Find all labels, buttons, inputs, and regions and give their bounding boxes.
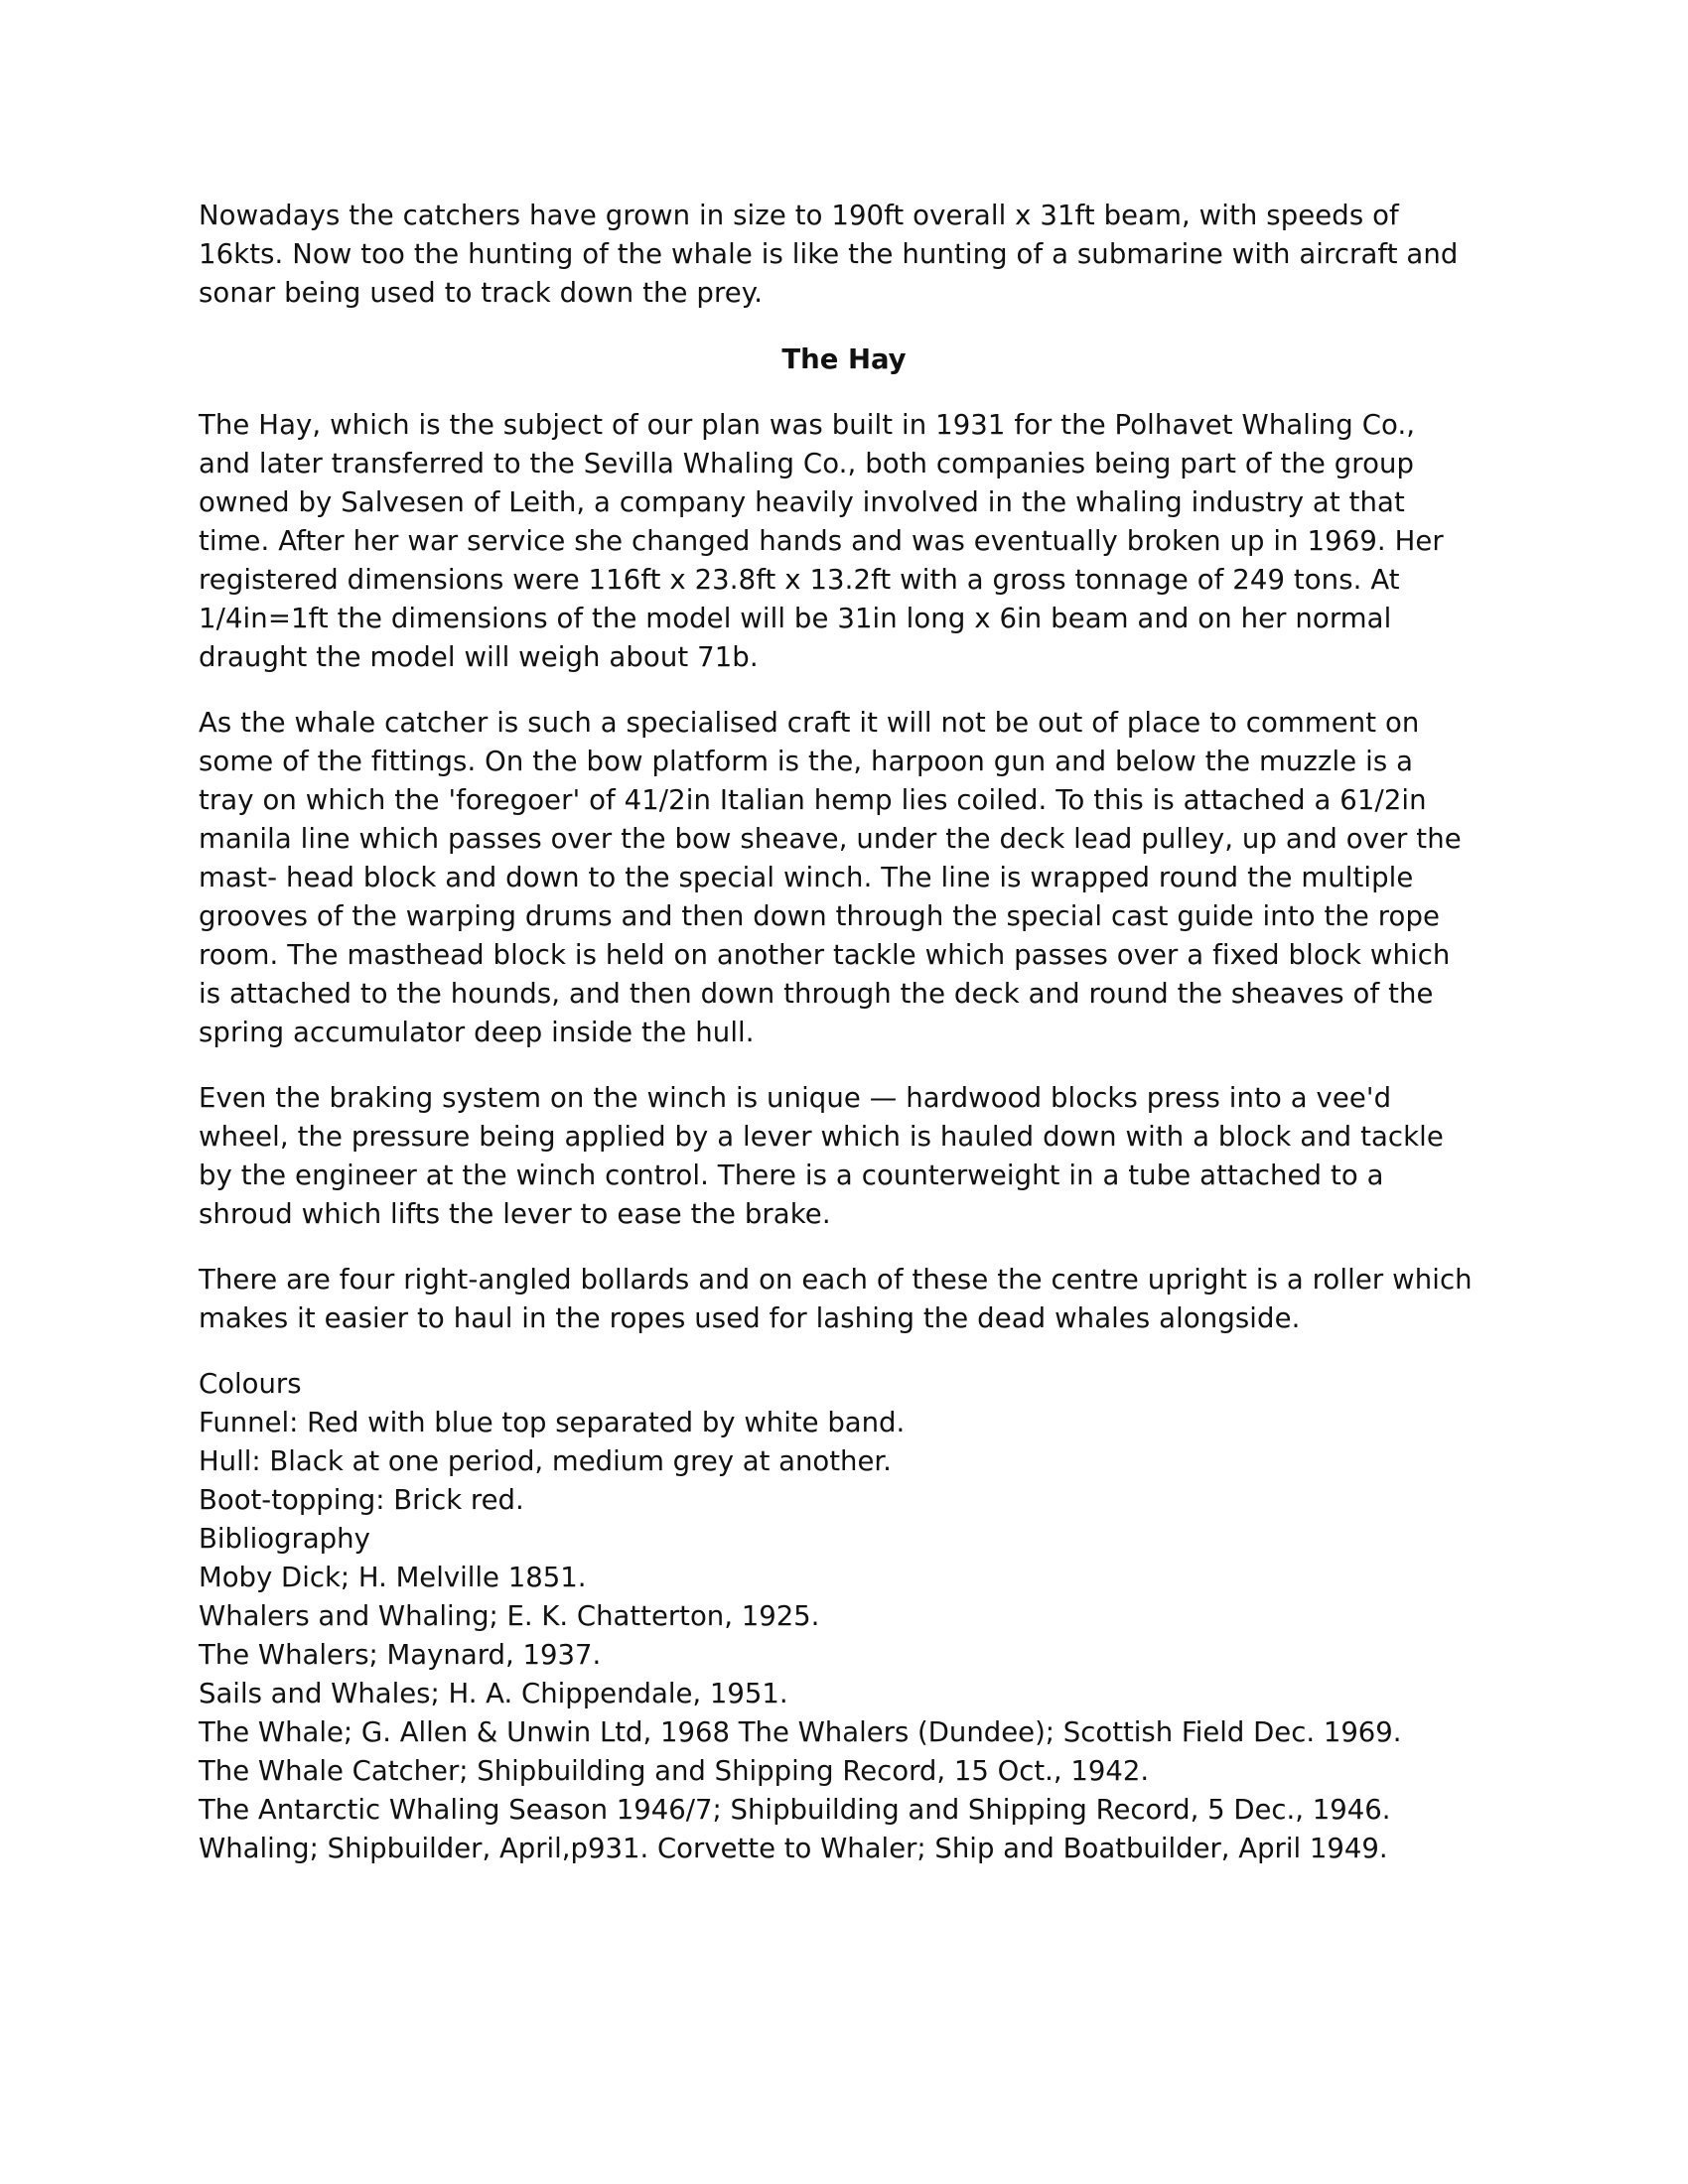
bibliography-item: Whalers and Whaling; E. K. Chatterton, 1925. [199,1600,820,1632]
text-line: draught the model will weigh about 71b. [199,641,759,673]
text-line: Nowadays the catchers have grown in size to 190ft overall x 31ft beam, with speeds of [199,200,1399,231]
text-line: time. After her war service she changed hands and was eventually broken up in 1969. Her [199,525,1444,557]
text-line: 1/4in=1ft the dimensions of the model will be 31in long x 6in beam and on her normal [199,603,1392,634]
notes-heading-colours: Colours [199,1368,302,1400]
bibliography-item: Sails and Whales; H. A. Chippendale, 1951. [199,1678,788,1709]
text-line: grooves of the warping drums and then down through the special cast guide into the rope [199,900,1441,932]
text-line: makes it easier to haul in the ropes used for lashing the dead whales alongside. [199,1302,1301,1334]
text-line: spring accumulator deep inside the hull. [199,1017,755,1048]
notes-heading-bibliography: Bibliography [199,1523,370,1555]
text-line: room. The masthead block is held on another tackle which passes over a fixed block which [199,939,1451,971]
list-item: Boot-topping: Brick red. [199,1484,524,1516]
text-line: is attached to the hounds, and then down through the deck and round the sheaves of the [199,978,1434,1010]
text-line: 16kts. Now too the hunting of the whale is like the hunting of a submarine with aircraft and [199,238,1459,270]
text-line: some of the fittings. On the bow platform is the, harpoon gun and below the muzzle is a [199,746,1414,777]
text-line: Even the braking system on the winch is unique — hardwood blocks press into a vee'd [199,1082,1392,1114]
list-item: Hull: Black at one period, medium grey at another. [199,1445,892,1477]
text-line: The Hay, which is the subject of our plan was built in 1931 for the Polhavet Whaling Co., [199,409,1416,441]
bibliography-item: The Whale Catcher; Shipbuilding and Shipping Record, 15 Oct., 1942. [199,1755,1150,1787]
notes-list [199,1365,1489,1868]
text-line: manila line which passes over the bow sheave, under the deck lead pulley, up and over the [199,823,1462,855]
text-line: sonar being used to track down the prey. [199,277,764,309]
bibliography-item: The Whale; G. Allen & Unwin Ltd, 1968 The Whalers (Dundee); Scottish Field Dec. 1969. [199,1716,1402,1748]
text-line: mast- head block and down to the special winch. The line is wrapped round the multiple [199,862,1414,893]
text-line: tray on which the 'foregoer' of 41/2in Italian hemp lies coiled. To this is attached a 61/2in [199,784,1427,816]
text-line: registered dimensions were 116ft x 23.8ft x 13.2ft with a gross tonnage of 249 tons. At [199,564,1400,596]
text-line: owned by Salvesen of Leith, a company heavily involved in the whaling industry at that [199,486,1405,518]
text-line: shroud which lifts the lever to ease the brake. [199,1198,831,1230]
text-line: and later transferred to the Sevilla Whaling Co., both companies being part of the group [199,448,1415,479]
document-page [199,197,1489,1868]
paragraph-fittings [199,704,1489,1052]
section-heading: The Hay [781,343,907,375]
text-line: As the whale catcher is such a specialised craft it will not be out of place to comment on [199,707,1420,739]
paragraph-braking [199,1079,1489,1234]
paragraph-bollards [199,1261,1489,1338]
intro-paragraph [199,197,1489,313]
text-line: by the engineer at the winch control. There is a counterweight in a tube attached to a [199,1160,1384,1191]
bibliography-item: Whaling; Shipbuilder, April,p931. Corvette to Whaler; Ship and Boatbuilder, April 1949. [199,1833,1388,1864]
bibliography-item: The Whalers; Maynard, 1937. [199,1639,602,1671]
list-item: Funnel: Red with blue top separated by white band. [199,1407,906,1438]
bibliography-item: Moby Dick; H. Melville 1851. [199,1562,587,1593]
bibliography-item: The Antarctic Whaling Season 1946/7; Shipbuilding and Shipping Record, 5 Dec., 1946. [199,1794,1391,1826]
text-line: wheel, the pressure being applied by a lever which is hauled down with a block and tackle [199,1121,1444,1153]
text-line: There are four right-angled bollards and on each of these the centre upright is a roller which [199,1264,1473,1296]
paragraph-history [199,406,1489,677]
